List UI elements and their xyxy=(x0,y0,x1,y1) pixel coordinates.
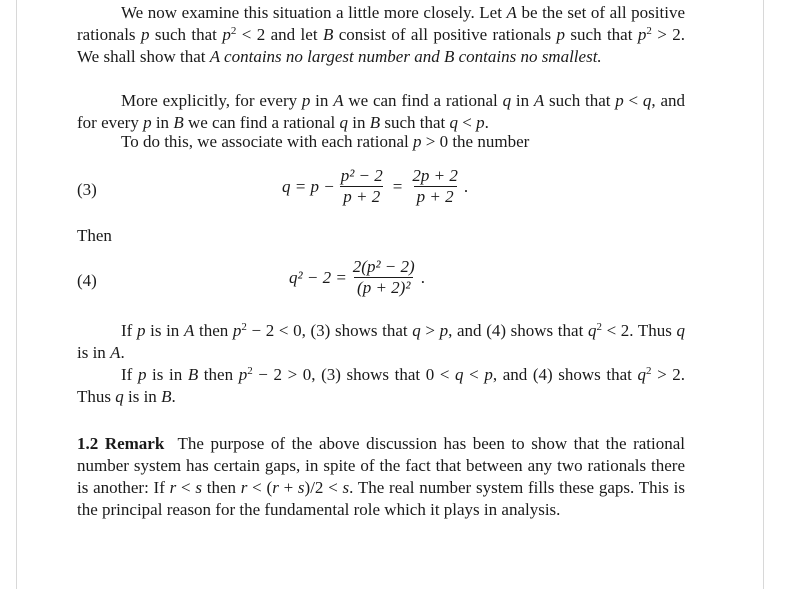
equation-4-fraction-numerator: 2(p² − 2) xyxy=(352,257,415,276)
page-edge-left xyxy=(16,0,17,589)
paragraph-if-b-text: If p is in B then $p^2 - 2 > 0$, (3) shows that 0 < q < p, and (4) shows that $q^2 > 2$. Thus q is in B. xyxy=(77,365,686,406)
remark-heading: 1.2 Remark xyxy=(77,434,165,453)
paragraph-todo xyxy=(77,131,685,153)
equation-3-body xyxy=(282,166,468,207)
equation-3-fraction-2-numerator: 2p + 2 xyxy=(412,166,458,185)
equation-4-lhs: q² − 2 = xyxy=(289,267,347,287)
equation-3-label: (3) xyxy=(77,180,97,199)
paragraph-if-a xyxy=(77,320,685,364)
equation-3-fraction-1-denominator: p + 2 xyxy=(340,186,383,207)
equation-3-equals: = xyxy=(392,176,403,196)
equation-3-fraction-1-numerator: p² − 2 xyxy=(340,166,383,185)
equation-3-fraction-2-denominator: p + 2 xyxy=(414,186,457,207)
equation-4-label: (4) xyxy=(77,271,97,290)
equation-3-period: . xyxy=(463,176,469,196)
equation-4-fraction-denominator: (p + 2)² xyxy=(354,277,413,298)
equation-4-fraction xyxy=(350,257,418,298)
equation-3-lhs: q = p − xyxy=(282,176,335,196)
paragraph-explicit-text: More explicitly, for every p in A we can find a rational q in A such that p < q, and for every p in B we can find a rational q in B such that q < p. xyxy=(77,91,686,132)
equation-3-fraction-1 xyxy=(338,166,386,207)
then-label: Then xyxy=(77,226,112,245)
paragraph-if-b xyxy=(77,364,685,408)
equation-4-body xyxy=(289,257,425,298)
equation-3-fraction-2 xyxy=(409,166,460,207)
page-edge-right xyxy=(763,0,764,589)
paragraph-todo-text: To do this, we associate with each rational p > 0 the number xyxy=(121,132,530,151)
remark-1-2 xyxy=(77,433,685,521)
paragraph-if-a-text: If p is in A then $p^2 - 2 < 0$, (3) shows that q > p, and (4) shows that $q^2 < 2$. Thus q is in A. xyxy=(77,321,686,362)
equation-3 xyxy=(77,166,685,216)
equation-4 xyxy=(77,257,685,307)
equation-4-period: . xyxy=(420,267,425,287)
paragraph-explicit xyxy=(77,90,685,134)
paragraph-examine xyxy=(77,2,685,68)
paragraph-examine-text: We now examine this situation a little more closely. Let A be the set of all positive rationals p such that $p^2 < 2$ and let B consist of all positive rationals p such that $p^2 > 2$. We shall show that A contains no largest number and B contains no smallest. xyxy=(77,3,686,66)
remark-1-2-text: 1.2 Remark The purpose of the above discussion has been to show that the rational number system has certain gaps, in spite of the fact that between any two rationals there is another: If r < s then r < (r + s)/2 < s. The real number system fills these gaps. This is the principal reason for the fundamental role which it plays in analysis. xyxy=(77,434,686,519)
